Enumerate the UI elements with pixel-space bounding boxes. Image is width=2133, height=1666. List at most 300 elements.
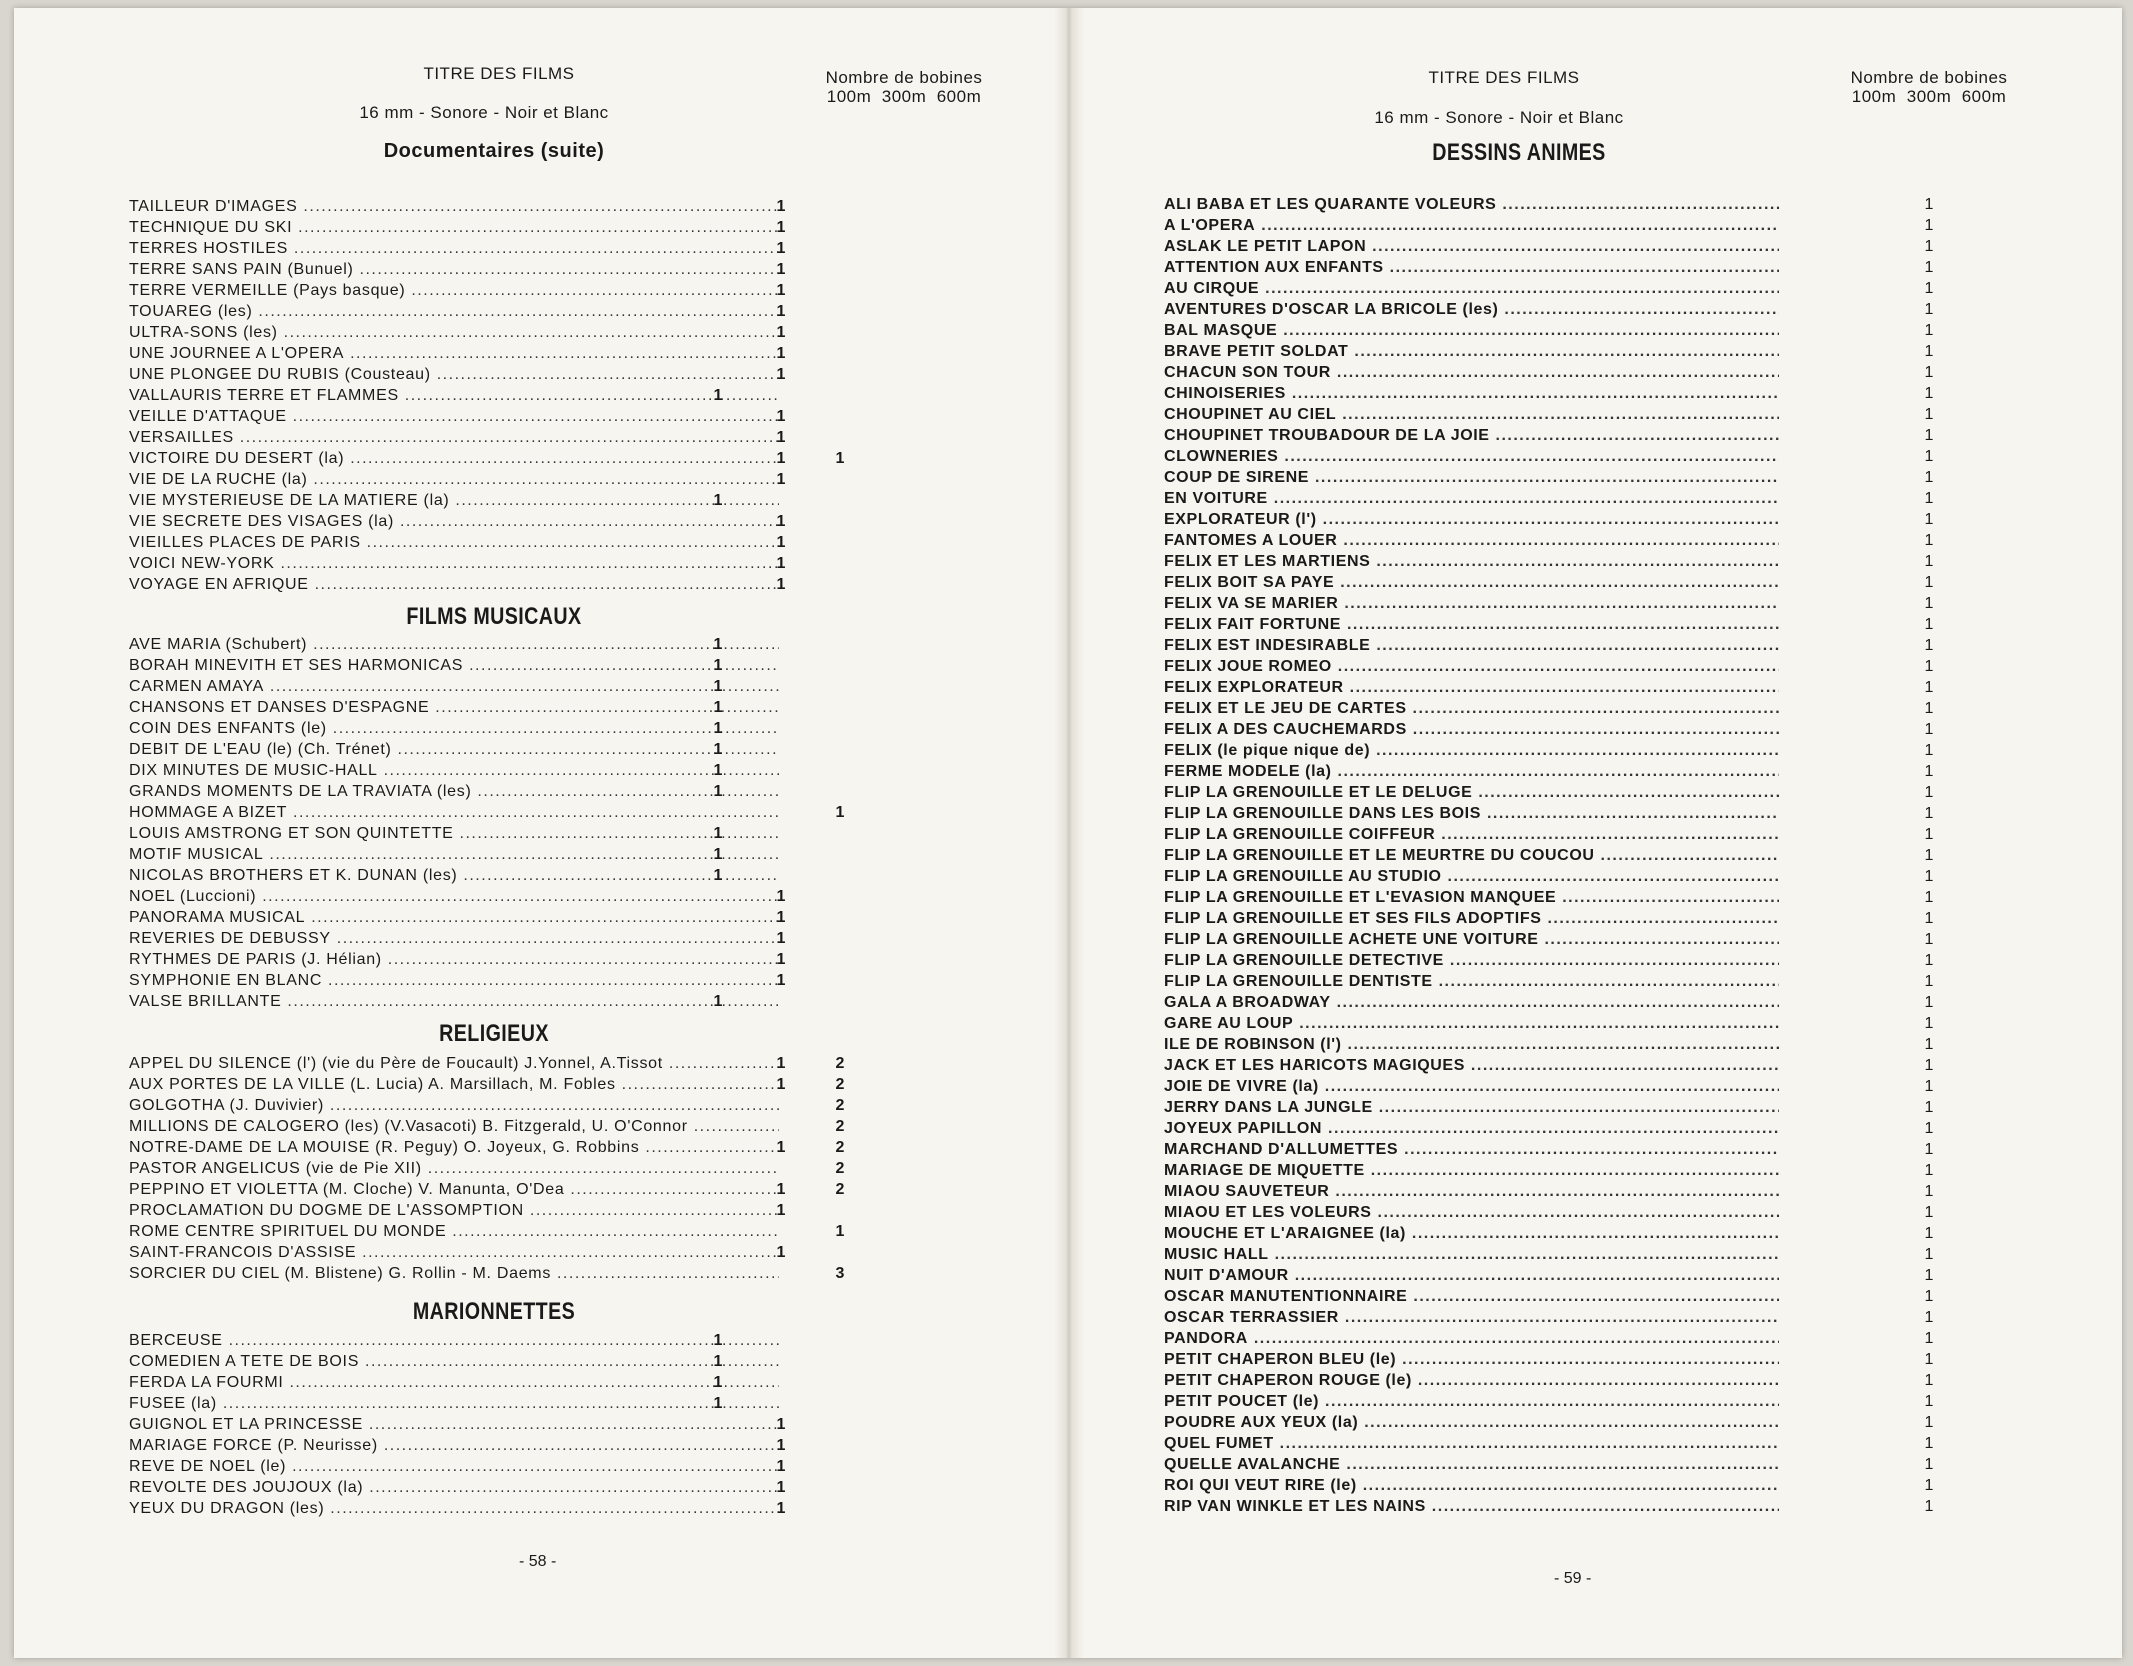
film-title: ULTRA-SONS (les) ..... (129, 322, 779, 343)
film-title: FANTOMES A LOUER ..... (1164, 530, 1779, 551)
reel-count-100: 1 (1924, 1225, 1934, 1242)
film-title: FUSEE (la) ..... (129, 1393, 779, 1414)
film-row (129, 238, 869, 259)
film-row (1164, 719, 1934, 740)
film-title: COMEDIEN A TETE DE BOIS ..... (129, 1351, 779, 1372)
reel-count-100: 1 (1924, 721, 1934, 738)
film-row (129, 1477, 869, 1498)
film-row (1164, 1013, 1934, 1034)
film-row (129, 1263, 869, 1284)
film-row (129, 802, 869, 823)
reel-count-100: 1 (1924, 1183, 1934, 1200)
film-row (1164, 740, 1934, 761)
reel-count-100: 1 (1924, 1477, 1934, 1494)
film-title: VALSE BRILLANTE ..... (129, 991, 779, 1012)
reel-count-300: 1 (776, 513, 786, 530)
reel-count-100: 1 (713, 657, 723, 674)
reel-count-100: 1 (1924, 217, 1934, 234)
reel-count-100: 1 (1924, 1141, 1934, 1158)
film-row (1164, 845, 1934, 866)
titre-header: TITRE DES FILMS (1428, 68, 1580, 87)
film-row (1164, 929, 1934, 950)
film-row (1164, 1118, 1934, 1139)
reel-count-100: 1 (1924, 805, 1934, 822)
film-row (1164, 614, 1934, 635)
film-row (129, 1351, 869, 1372)
film-row (129, 406, 869, 427)
reel-count-100: 1 (713, 1374, 723, 1391)
film-title: NOEL (Luccioni) ..... (129, 886, 779, 907)
film-list (129, 196, 869, 595)
film-row (1164, 1475, 1934, 1496)
film-row (129, 865, 869, 886)
reel-count-100: 1 (1924, 238, 1934, 255)
reel-count-100: 1 (1924, 322, 1934, 339)
film-row (1164, 425, 1934, 446)
film-row (1164, 698, 1934, 719)
film-title: QUELLE AVALANCHE ..... (1164, 1454, 1779, 1475)
reel-count-600: 2 (835, 1139, 845, 1156)
section-title: RELIGIEUX (439, 1020, 549, 1047)
film-row (1164, 1307, 1934, 1328)
film-title: VERSAILLES ..... (129, 427, 779, 448)
film-row (129, 1116, 869, 1137)
reel-count-100: 1 (1924, 280, 1934, 297)
reel-count-100: 1 (1924, 658, 1934, 675)
film-row (1164, 656, 1934, 677)
film-title: COIN DES ENFANTS (le) ..... (129, 718, 779, 739)
page-59 (1084, 8, 2122, 1658)
film-title: VIE SECRETE DES VISAGES (la) ..... (129, 511, 779, 532)
film-title: UNE JOURNEE A L'OPERA ..... (129, 343, 779, 364)
film-title: CHANSONS ET DANSES D'ESPAGNE ..... (129, 697, 779, 718)
reel-count-100: 1 (1924, 826, 1934, 843)
film-row (1164, 1181, 1934, 1202)
film-row (1164, 1328, 1934, 1349)
film-title: VOYAGE EN AFRIQUE ..... (129, 574, 779, 595)
reel-count-100: 1 (1924, 385, 1934, 402)
film-title: TAILLEUR D'IMAGES ..... (129, 196, 779, 217)
film-title: SORCIER DU CIEL (M. Blistene) G. Rollin - M. Daems ..... (129, 1263, 779, 1284)
film-list-dessins-animes (1164, 194, 1934, 1517)
film-row (129, 907, 869, 928)
film-title: VALLAURIS TERRE ET FLAMMES ..... (129, 385, 779, 406)
film-row (1164, 257, 1934, 278)
reel-count-100: 1 (1924, 1351, 1934, 1368)
format-header: 16 mm - Sonore - Noir et Blanc (359, 103, 609, 122)
film-row (129, 844, 869, 865)
titre-header: TITRE DES FILMS (423, 64, 575, 83)
film-title: CHOUPINET AU CIEL ..... (1164, 404, 1779, 425)
reel-count-100: 1 (1924, 910, 1934, 927)
film-row (129, 280, 869, 301)
bobines-header (784, 68, 1024, 106)
reel-count-100: 1 (1924, 1078, 1934, 1095)
reel-count-300: 1 (776, 1181, 786, 1198)
reel-count-100: 1 (1924, 742, 1934, 759)
film-row (1164, 362, 1934, 383)
film-title: MARIAGE DE MIQUETTE ..... (1164, 1160, 1779, 1181)
film-title: JOYEUX PAPILLON ..... (1164, 1118, 1779, 1139)
film-row (1164, 551, 1934, 572)
film-row (129, 385, 869, 406)
reel-count-100: 1 (713, 678, 723, 695)
film-row (129, 718, 869, 739)
film-title: ATTENTION AUX ENFANTS ..... (1164, 257, 1779, 278)
film-title: FLIP LA GRENOUILLE DANS LES BOIS ..... (1164, 803, 1779, 824)
reel-count-600: 2 (835, 1076, 845, 1093)
film-title: CHINOISERIES ..... (1164, 383, 1779, 404)
film-row (129, 511, 869, 532)
film-row (1164, 1454, 1934, 1475)
reel-count-100: 1 (1924, 847, 1934, 864)
film-title: PASTOR ANGELICUS (vie de Pie XII) ..... (129, 1158, 779, 1179)
film-title: GUIGNOL ET LA PRINCESSE ..... (129, 1414, 779, 1435)
film-title: JACK ET LES HARICOTS MAGIQUES ..... (1164, 1055, 1779, 1076)
reel-count-300: 1 (776, 1244, 786, 1261)
film-title: MOUCHE ET L'ARAIGNEE (la) ..... (1164, 1223, 1779, 1244)
bobines-header (1809, 68, 2049, 106)
film-title: AVENTURES D'OSCAR LA BRICOLE (les) ..... (1164, 299, 1779, 320)
film-row (1164, 446, 1934, 467)
film-title: MIAOU ET LES VOLEURS ..... (1164, 1202, 1779, 1223)
film-row (1164, 1286, 1934, 1307)
section-title: MARIONNETTES (412, 1298, 576, 1325)
film-row (129, 1372, 869, 1393)
film-title: FLIP LA GRENOUILLE DETECTIVE ..... (1164, 950, 1779, 971)
reel-count-300: 1 (776, 240, 786, 257)
reel-count-600: 1 (835, 450, 845, 467)
reel-count-100: 1 (1924, 1120, 1934, 1137)
film-row (1164, 215, 1934, 236)
film-title: PANDORA ..... (1164, 1328, 1779, 1349)
film-row (129, 1074, 869, 1095)
film-title: LOUIS AMSTRONG ET SON QUINTETTE ..... (129, 823, 779, 844)
film-row (129, 343, 869, 364)
film-row (1164, 1265, 1934, 1286)
film-title: BRAVE PETIT SOLDAT ..... (1164, 341, 1779, 362)
reel-count-300: 1 (776, 198, 786, 215)
film-row (1164, 593, 1934, 614)
reel-count-100: 1 (713, 1332, 723, 1349)
film-row (129, 1414, 869, 1435)
film-title: SYMPHONIE EN BLANC ..... (129, 970, 779, 991)
film-row (1164, 383, 1934, 404)
film-title: ASLAK LE PETIT LAPON ..... (1164, 236, 1779, 257)
reel-count-100: 1 (1924, 406, 1934, 423)
reel-count-100: 1 (1924, 1393, 1934, 1410)
film-title: FELIX (le pique nique de) ..... (1164, 740, 1779, 761)
film-title: UNE PLONGEE DU RUBIS (Cousteau) ..... (129, 364, 779, 385)
film-row (1164, 803, 1934, 824)
reel-count-600: 2 (835, 1160, 845, 1177)
bobines-units: 100m 300m 600m (1851, 87, 2007, 106)
reel-count-100: 1 (1924, 1498, 1934, 1515)
film-title: MOTIF MUSICAL ..... (129, 844, 779, 865)
film-row (129, 1200, 869, 1221)
reel-count-100: 1 (713, 825, 723, 842)
film-title: GOLGOTHA (J. Duvivier) ..... (129, 1095, 779, 1116)
film-title: MUSIC HALL ..... (1164, 1244, 1779, 1265)
reel-count-300: 1 (776, 429, 786, 446)
film-row (1164, 299, 1934, 320)
film-row (1164, 635, 1934, 656)
reel-count-100: 1 (713, 699, 723, 716)
reel-count-300: 1 (776, 303, 786, 320)
film-row (1164, 824, 1934, 845)
film-title: OSCAR TERRASSIER ..... (1164, 1307, 1779, 1328)
reel-count-100: 1 (1924, 1057, 1934, 1074)
reel-count-100: 1 (1924, 1036, 1934, 1053)
film-row (1164, 1433, 1934, 1454)
bobines-label: Nombre de bobines (1850, 68, 2008, 87)
film-title: GRANDS MOMENTS DE LA TRAVIATA (les) ..... (129, 781, 779, 802)
reel-count-100: 1 (713, 1395, 723, 1412)
film-row (129, 886, 869, 907)
reel-count-300: 1 (776, 1202, 786, 1219)
reel-count-300: 1 (776, 450, 786, 467)
reel-count-300: 1 (776, 1076, 786, 1093)
film-row (1164, 950, 1934, 971)
film-title: YEUX DU DRAGON (les) ..... (129, 1498, 779, 1519)
reel-count-600: 3 (835, 1265, 845, 1282)
film-row (1164, 887, 1934, 908)
film-row (1164, 278, 1934, 299)
film-title: APPEL DU SILENCE (l') (vie du Père de Foucault) J.Yonnel, A.Tissot ..... (129, 1053, 779, 1074)
film-row (129, 1435, 869, 1456)
reel-count-100: 1 (1924, 952, 1934, 969)
reel-count-100: 1 (1924, 1414, 1934, 1431)
film-title: FELIX JOUE ROMEO ..... (1164, 656, 1779, 677)
film-title: JOIE DE VIVRE (la) ..... (1164, 1076, 1779, 1097)
reel-count-100: 1 (1924, 973, 1934, 990)
film-title: MILLIONS DE CALOGERO (les) (V.Vasacoti) B. Fitzgerald, U. O'Connor ..... (129, 1116, 779, 1137)
film-row (1164, 467, 1934, 488)
film-row (1164, 194, 1934, 215)
film-row (129, 1242, 869, 1263)
film-row (1164, 236, 1934, 257)
film-row (129, 1456, 869, 1477)
film-title: CHACUN SON TOUR ..... (1164, 362, 1779, 383)
bobines-label: Nombre de bobines (825, 68, 983, 87)
film-row (129, 1095, 869, 1116)
film-row (1164, 1391, 1934, 1412)
film-title: FLIP LA GRENOUILLE COIFFEUR ..... (1164, 824, 1779, 845)
film-row (1164, 1076, 1934, 1097)
film-row (129, 1498, 869, 1519)
film-row (129, 490, 869, 511)
film-row (129, 781, 869, 802)
film-title: BORAH MINEVITH ET SES HARMONICAS ..... (129, 655, 779, 676)
film-row (1164, 1034, 1934, 1055)
reel-count-100: 1 (1924, 700, 1934, 717)
film-row (129, 196, 869, 217)
film-title: AVE MARIA (Schubert) ..... (129, 634, 779, 655)
film-title: GALA A BROADWAY ..... (1164, 992, 1779, 1013)
film-row (129, 676, 869, 697)
page-58 (14, 8, 1054, 1658)
film-title: AUX PORTES DE LA VILLE (L. Lucia) A. Marsillach, M. Fobles ..... (129, 1074, 779, 1095)
film-title: PEPPINO ET VIOLETTA (M. Cloche) V. Manunta, O'Dea ..... (129, 1179, 779, 1200)
film-title: EN VOITURE ..... (1164, 488, 1779, 509)
film-title: VIE DE LA RUCHE (la) ..... (129, 469, 779, 490)
reel-count-100: 1 (1924, 1162, 1934, 1179)
reel-count-300: 1 (776, 219, 786, 236)
film-row (1164, 677, 1934, 698)
reel-count-600: 2 (835, 1097, 845, 1114)
film-row (1164, 908, 1934, 929)
film-row (129, 574, 869, 595)
film-title: GARE AU LOUP ..... (1164, 1013, 1779, 1034)
reel-count-100: 1 (1924, 1204, 1934, 1221)
film-title: FLIP LA GRENOUILLE ET L'EVASION MANQUEE ..... (1164, 887, 1779, 908)
reel-count-300: 1 (776, 345, 786, 362)
film-row (129, 1221, 869, 1242)
reel-count-100: 1 (1924, 1309, 1934, 1326)
film-row (129, 739, 869, 760)
film-title: A L'OPERA ..... (1164, 215, 1779, 236)
film-title: FERME MODELE (la) ..... (1164, 761, 1779, 782)
film-title: FELIX FAIT FORTUNE ..... (1164, 614, 1779, 635)
book-gutter (1054, 8, 1084, 1658)
film-row (129, 532, 869, 553)
film-title: VIEILLES PLACES DE PARIS ..... (129, 532, 779, 553)
film-title: FELIX EST INDESIRABLE ..... (1164, 635, 1779, 656)
film-title: FELIX VA SE MARIER ..... (1164, 593, 1779, 614)
reel-count-100: 1 (1924, 343, 1934, 360)
reel-count-100: 1 (713, 846, 723, 863)
film-row (1164, 1223, 1934, 1244)
film-list (129, 634, 869, 1012)
reel-count-100: 1 (1924, 1015, 1934, 1032)
reel-count-300: 1 (776, 1139, 786, 1156)
reel-count-100: 1 (1924, 574, 1934, 591)
film-title: RYTHMES DE PARIS (J. Hélian) ..... (129, 949, 779, 970)
film-row (129, 991, 869, 1012)
film-title: REVE DE NOEL (le) ..... (129, 1456, 779, 1477)
film-row (129, 634, 869, 655)
film-title: FLIP LA GRENOUILLE AU STUDIO ..... (1164, 866, 1779, 887)
film-title: OSCAR MANUTENTIONNAIRE ..... (1164, 1286, 1779, 1307)
film-row (129, 1053, 869, 1074)
film-row (1164, 866, 1934, 887)
reel-count-100: 1 (1924, 595, 1934, 612)
film-row (129, 448, 869, 469)
film-row (1164, 509, 1934, 530)
film-title: TERRE SANS PAIN (Bunuel) ..... (129, 259, 779, 280)
film-title: RIP VAN WINKLE ET LES NAINS ..... (1164, 1496, 1779, 1517)
reel-count-100: 1 (1924, 1330, 1934, 1347)
reel-count-100: 1 (1924, 259, 1934, 276)
reel-count-300: 1 (776, 909, 786, 926)
reel-count-300: 1 (776, 951, 786, 968)
reel-count-300: 1 (776, 1055, 786, 1072)
reel-count-100: 1 (1924, 532, 1934, 549)
film-row (1164, 1349, 1934, 1370)
film-row (129, 1137, 869, 1158)
film-row (129, 364, 869, 385)
film-title: TERRE VERMEILLE (Pays basque) ..... (129, 280, 779, 301)
film-title: ROME CENTRE SPIRITUEL DU MONDE ..... (129, 1221, 779, 1242)
film-row (1164, 1055, 1934, 1076)
reel-count-100: 1 (1924, 1267, 1934, 1284)
reel-count-300: 1 (776, 888, 786, 905)
reel-count-100: 1 (713, 993, 723, 1010)
reel-count-600: 1 (835, 804, 845, 821)
reel-count-300: 1 (776, 471, 786, 488)
film-list (129, 1330, 869, 1519)
reel-count-100: 1 (1924, 1372, 1934, 1389)
film-title: POUDRE AUX YEUX (la) ..... (1164, 1412, 1779, 1433)
reel-count-300: 1 (776, 576, 786, 593)
reel-count-100: 1 (1924, 1456, 1934, 1473)
film-title: MARIAGE FORCE (P. Neurisse) ..... (129, 1435, 779, 1456)
reel-count-100: 1 (1924, 1246, 1934, 1263)
reel-count-100: 1 (1924, 301, 1934, 318)
section-title: Documentaires (suite) (383, 140, 605, 162)
film-title: MIAOU SAUVETEUR ..... (1164, 1181, 1779, 1202)
page-number: - 58 - (519, 1553, 557, 1570)
reel-count-100: 1 (1924, 868, 1934, 885)
film-title: BAL MASQUE ..... (1164, 320, 1779, 341)
reel-count-300: 1 (776, 1479, 786, 1496)
film-row (1164, 782, 1934, 803)
film-title: CHOUPINET TROUBADOUR DE LA JOIE ..... (1164, 425, 1779, 446)
film-row (129, 928, 869, 949)
film-row (1164, 1244, 1934, 1265)
reel-count-100: 1 (1924, 889, 1934, 906)
reel-count-100: 1 (1924, 469, 1934, 486)
film-row (129, 469, 869, 490)
film-title: FELIX A DES CAUCHEMARDS ..... (1164, 719, 1779, 740)
reel-count-100: 1 (1924, 784, 1934, 801)
film-row (1164, 1160, 1934, 1181)
reel-count-100: 1 (713, 492, 723, 509)
film-title: VEILLE D'ATTAQUE ..... (129, 406, 779, 427)
film-title: PROCLAMATION DU DOGME DE L'ASSOMPTION ..... (129, 1200, 779, 1221)
film-title: FLIP LA GRENOUILLE ET LE MEURTRE DU COUCOU ..... (1164, 845, 1779, 866)
film-row (1164, 761, 1934, 782)
reel-count-100: 1 (1924, 763, 1934, 780)
reel-count-600: 2 (835, 1181, 845, 1198)
film-title: TOUAREG (les) ..... (129, 301, 779, 322)
reel-count-300: 1 (776, 1500, 786, 1517)
reel-count-100: 1 (713, 741, 723, 758)
film-title: ROI QUI VEUT RIRE (le) ..... (1164, 1475, 1779, 1496)
film-title: PETIT CHAPERON BLEU (le) ..... (1164, 1349, 1779, 1370)
film-row (129, 322, 869, 343)
film-title: SAINT-FRANCOIS D'ASSISE ..... (129, 1242, 779, 1263)
film-title: CLOWNERIES ..... (1164, 446, 1779, 467)
film-row (1164, 530, 1934, 551)
film-title: QUEL FUMET ..... (1164, 1433, 1779, 1454)
reel-count-100: 1 (1924, 196, 1934, 213)
film-title: FELIX BOIT SA PAYE ..... (1164, 572, 1779, 593)
film-row (129, 259, 869, 280)
film-title: FLIP LA GRENOUILLE ACHETE UNE VOITURE ..... (1164, 929, 1779, 950)
film-title: NICOLAS BROTHERS ET K. DUNAN (les) ..... (129, 865, 779, 886)
film-title: VIE MYSTERIEUSE DE LA MATIERE (la) ..... (129, 490, 779, 511)
reel-count-100: 1 (713, 783, 723, 800)
reel-count-300: 1 (776, 261, 786, 278)
film-title: NUIT D'AMOUR ..... (1164, 1265, 1779, 1286)
film-row (1164, 404, 1934, 425)
reel-count-300: 1 (776, 282, 786, 299)
film-title: FERDA LA FOURMI ..... (129, 1372, 779, 1393)
film-title: FELIX EXPLORATEUR ..... (1164, 677, 1779, 698)
reel-count-100: 1 (713, 1353, 723, 1370)
reel-count-100: 1 (713, 636, 723, 653)
